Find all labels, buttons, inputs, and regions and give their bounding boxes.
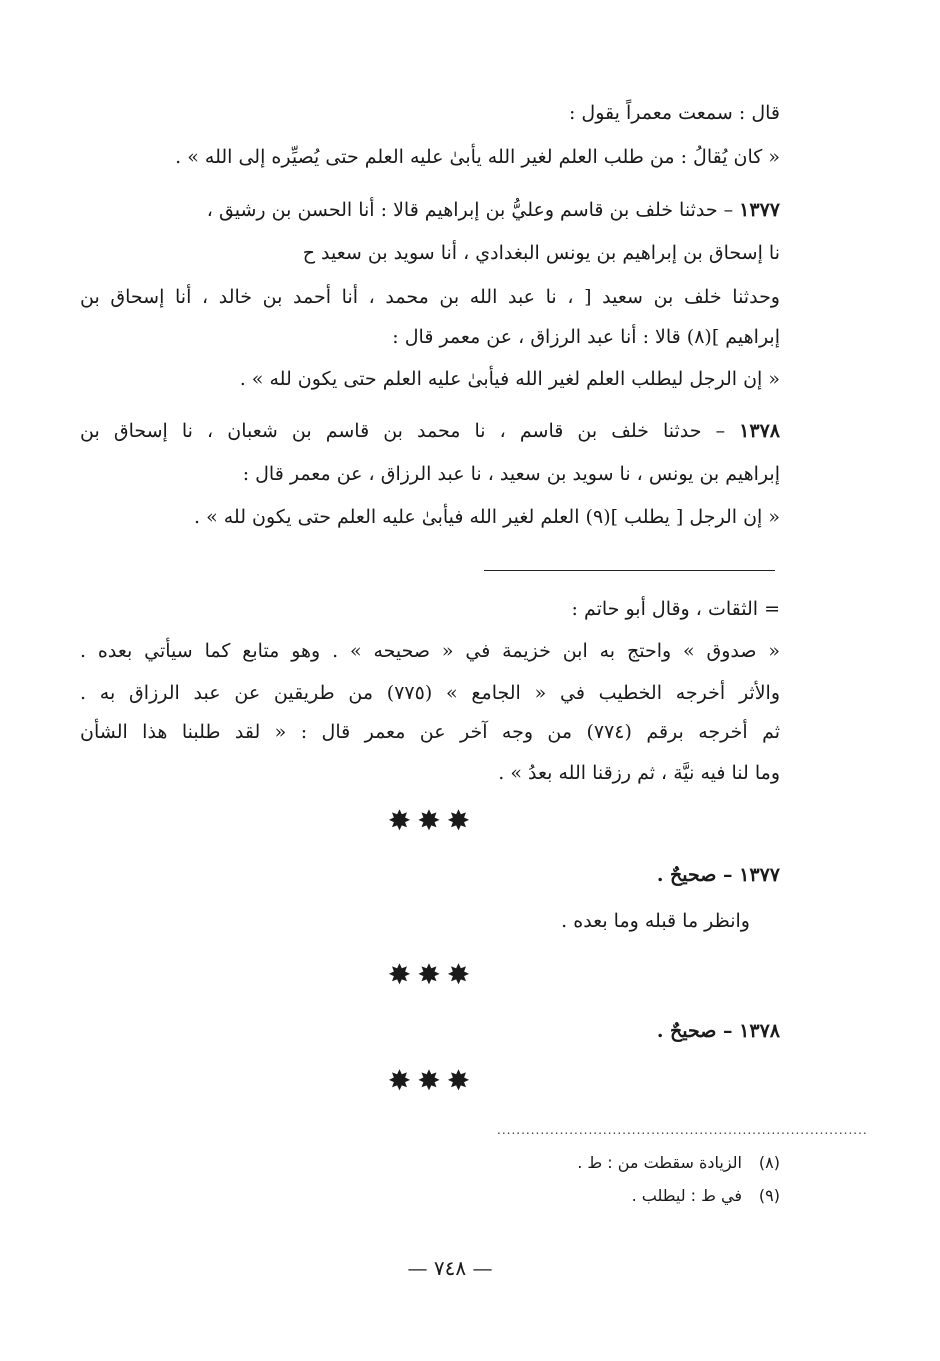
star-divider: ✸✸✸ [387, 804, 477, 837]
footnote-text: الزيادة سقطت من : ط . [577, 1153, 742, 1172]
text-line: إبراهيم ](٨) قالا : أنا عبد الرزاق ، عن معمر قال : [392, 326, 780, 348]
hadith-number: ١٣٧٧ [739, 199, 780, 221]
hadith-number: ١٣٧٨ [739, 420, 780, 442]
footnote-mark: (٩) [758, 1186, 780, 1205]
text-line: « إن الرجل [ يطلب ](٩) العلم لغير الله فيأبىٰ عليه العلم حتى يكون لله » . [193, 506, 780, 528]
note-line: وما لنا فيه نيَّة ، ثم رزقنا الله بعدُ » . [498, 762, 780, 784]
separator-rule [484, 570, 775, 571]
text-span: – حدثنا خلف بن قاسم ، نا محمد بن قاسم بن شعبان ، نا إسحاق بن [80, 420, 740, 442]
text-line: « إن الرجل ليطلب العلم لغير الله فيأبىٰ عليه العلم حتى يكون لله » . [239, 368, 780, 390]
note-line: = الثقات ، وقال أبو حاتم : [571, 598, 780, 620]
takhrij-heading: ١٣٧٨ – صحيحٌ . [656, 1020, 780, 1042]
hadith-1378-line [80, 414, 780, 448]
text-line: قال : سمعت معمراً يقول : [568, 102, 780, 124]
footnote-8 [280, 1150, 780, 1176]
text-span: – حدثنا خلف بن قاسم وعليُّ بن إبراهيم قالا : أنا الحسن بن رشيق ، [206, 199, 740, 221]
note-line: ثم أخرجه برقم (٧٧٤) من وجه آخر عن معمر قال : « لقد طلبنا هذا الشأن [80, 721, 781, 743]
note-line: « صدوق » واحتج به ابن خزيمة في « صحيحه » . وهو متابع كما سيأتي بعده . [80, 640, 780, 662]
text-line: إبراهيم بن يونس ، نا سويد بن سعيد ، نا عبد الرزاق ، عن معمر قال : [242, 463, 780, 485]
text-line: نا إسحاق بن إبراهيم بن يونس البغدادي ، أنا سويد بن سعيد ح [302, 242, 780, 264]
star-divider: ✸✸✸ [387, 958, 477, 991]
footnote-text: في ط : ليطلب . [631, 1186, 742, 1205]
note-line: والأثر أخرجه الخطيب في « الجامع » (٧٧٥) من طريقين عن عبد الرزاق به . [80, 682, 780, 704]
text-line: « كان يُقالُ : من طلب العلم لغير الله يأبىٰ عليه العلم حتى يُصيِّره إلى الله » . [175, 146, 780, 168]
star-divider: ✸✸✸ [387, 1064, 477, 1097]
footnote-mark: (٨) [758, 1153, 780, 1172]
footnote-9 [280, 1183, 780, 1209]
footnote-separator: ............................................................................. [497, 1123, 868, 1137]
text-line: وحدثنا خلف بن سعيد [ ، نا عبد الله بن محمد ، أنا أحمد بن خالد ، أنا إسحاق بن [80, 286, 780, 308]
takhrij-note: وانظر ما قبله وما بعده . [561, 910, 750, 932]
hadith-1377-line [80, 193, 780, 227]
takhrij-heading: ١٣٧٧ – صحيحٌ . [656, 864, 780, 886]
page-number: — ٧٤٨ — [407, 1256, 493, 1280]
